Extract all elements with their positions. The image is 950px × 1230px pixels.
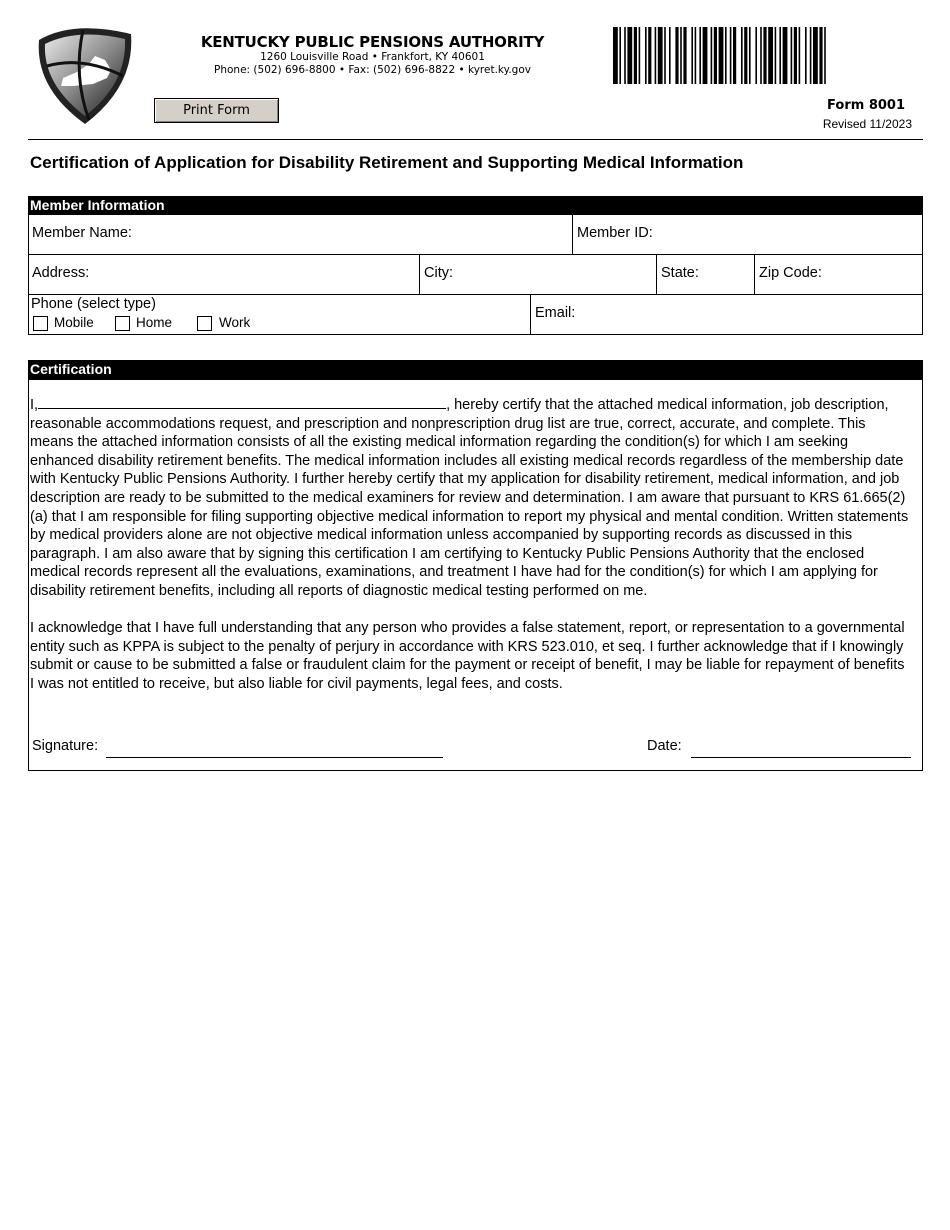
certification-text — [30, 394, 910, 694]
certification-lead: I, — [30, 397, 39, 413]
certification-heading: Certification — [28, 360, 923, 379]
form-number: Form 8001 — [827, 98, 905, 113]
phone-home-label: Home — [136, 315, 173, 330]
print-form-button[interactable]: Print Form — [154, 98, 279, 123]
kppa-logo-icon — [33, 26, 135, 126]
email-label: Email: — [535, 305, 576, 321]
barcode-icon — [613, 27, 923, 84]
member-id-field[interactable] — [665, 218, 917, 251]
agency-contact: Phone: (502) 696-8800 • Fax: (502) 696-8822 • kyret.ky.gov — [214, 64, 531, 76]
phone-home-checkbox[interactable] — [115, 316, 130, 331]
revision-date: Revised 11/2023 — [822, 117, 912, 131]
page-title: Certification of Application for Disability Retirement and Supporting Medical Information — [30, 153, 744, 172]
phone-work-checkbox[interactable] — [197, 316, 212, 331]
phone-mobile-label: Mobile — [54, 315, 94, 330]
certification-paragraph-2: I acknowledge that I have full understanding that any person who provides a false statement, report, or representation to a governmental entity such as KPPA is subject to the penalty of perjury in accordance with KRS 523.010, et seq. I further acknowledge that if I knowingly submit or cause to be submitted a false or fraudulent claim for the payment or receipt of benefit, I may be liable for repayment of benefits I was not entitled to receive, but also liable for civil payments, legal fees, and costs. — [30, 620, 905, 692]
certify-name-field[interactable] — [38, 394, 446, 409]
phone-mobile-checkbox[interactable] — [33, 316, 48, 331]
state-label: State: — [661, 265, 699, 281]
member-name-label: Member Name: — [32, 225, 132, 241]
header-divider — [28, 139, 923, 140]
member-info-heading: Member Information — [28, 196, 923, 215]
certification-paragraph-1-text: , hereby certify that the attached medical information, job description, reasonable accommodations request, and prescription and nonprescription drug list are true, correct, accurate, and complete. This means the attached information consists of all the existing medical information regarding the condition(s) for which I am seeking enhanced disability retirement benefits. The medical information includes all existing medical records regardless of the membership date with Kentucky Public Pensions Authority. I further hereby certify that my application for disability retirement, medical information, and job description are ready to be submitted to the medical examiners for review and determination. I am aware that pursuant to KRS 61.665(2)(a) that I am responsible for filing supporting objective medical information to report my physical and mental condition. Written statements by medical providers alone are not objective medical information unless accompanied by supporting records as discussed in this paragraph. I am also aware that by signing this certification I am certifying to Kentucky Public Pensions Authority that the enclosed medical records represent all the evaluations, examinations, and treatment I have had for the condition(s) for which I am applying for disability retirement benefits, including all reports of diagnostic medical testing performed on me. — [30, 397, 909, 599]
member-id-label: Member ID: — [577, 225, 653, 241]
address-field[interactable] — [100, 258, 413, 291]
phone-work-label: Work — [219, 315, 251, 330]
state-field[interactable] — [706, 258, 750, 291]
signature-label: Signature: — [32, 738, 99, 754]
date-label: Date: — [647, 738, 682, 754]
address-label: Address: — [32, 265, 90, 281]
agency-header — [160, 33, 585, 77]
member-name-field[interactable] — [150, 218, 565, 251]
agency-address: 1260 Louisville Road • Frankfort, KY 40601 — [260, 51, 485, 63]
city-field[interactable] — [462, 258, 652, 291]
agency-name: KENTUCKY PUBLIC PENSIONS AUTHORITY — [200, 33, 545, 51]
zip-field[interactable] — [830, 258, 918, 291]
city-label: City: — [424, 265, 453, 281]
phone-type-label: Phone (select type) — [31, 296, 156, 312]
signature-field[interactable] — [106, 756, 443, 758]
zip-label: Zip Code: — [759, 265, 822, 281]
certification-paragraph-1 — [30, 394, 910, 601]
date-field[interactable] — [691, 756, 911, 758]
email-field[interactable] — [585, 298, 918, 331]
